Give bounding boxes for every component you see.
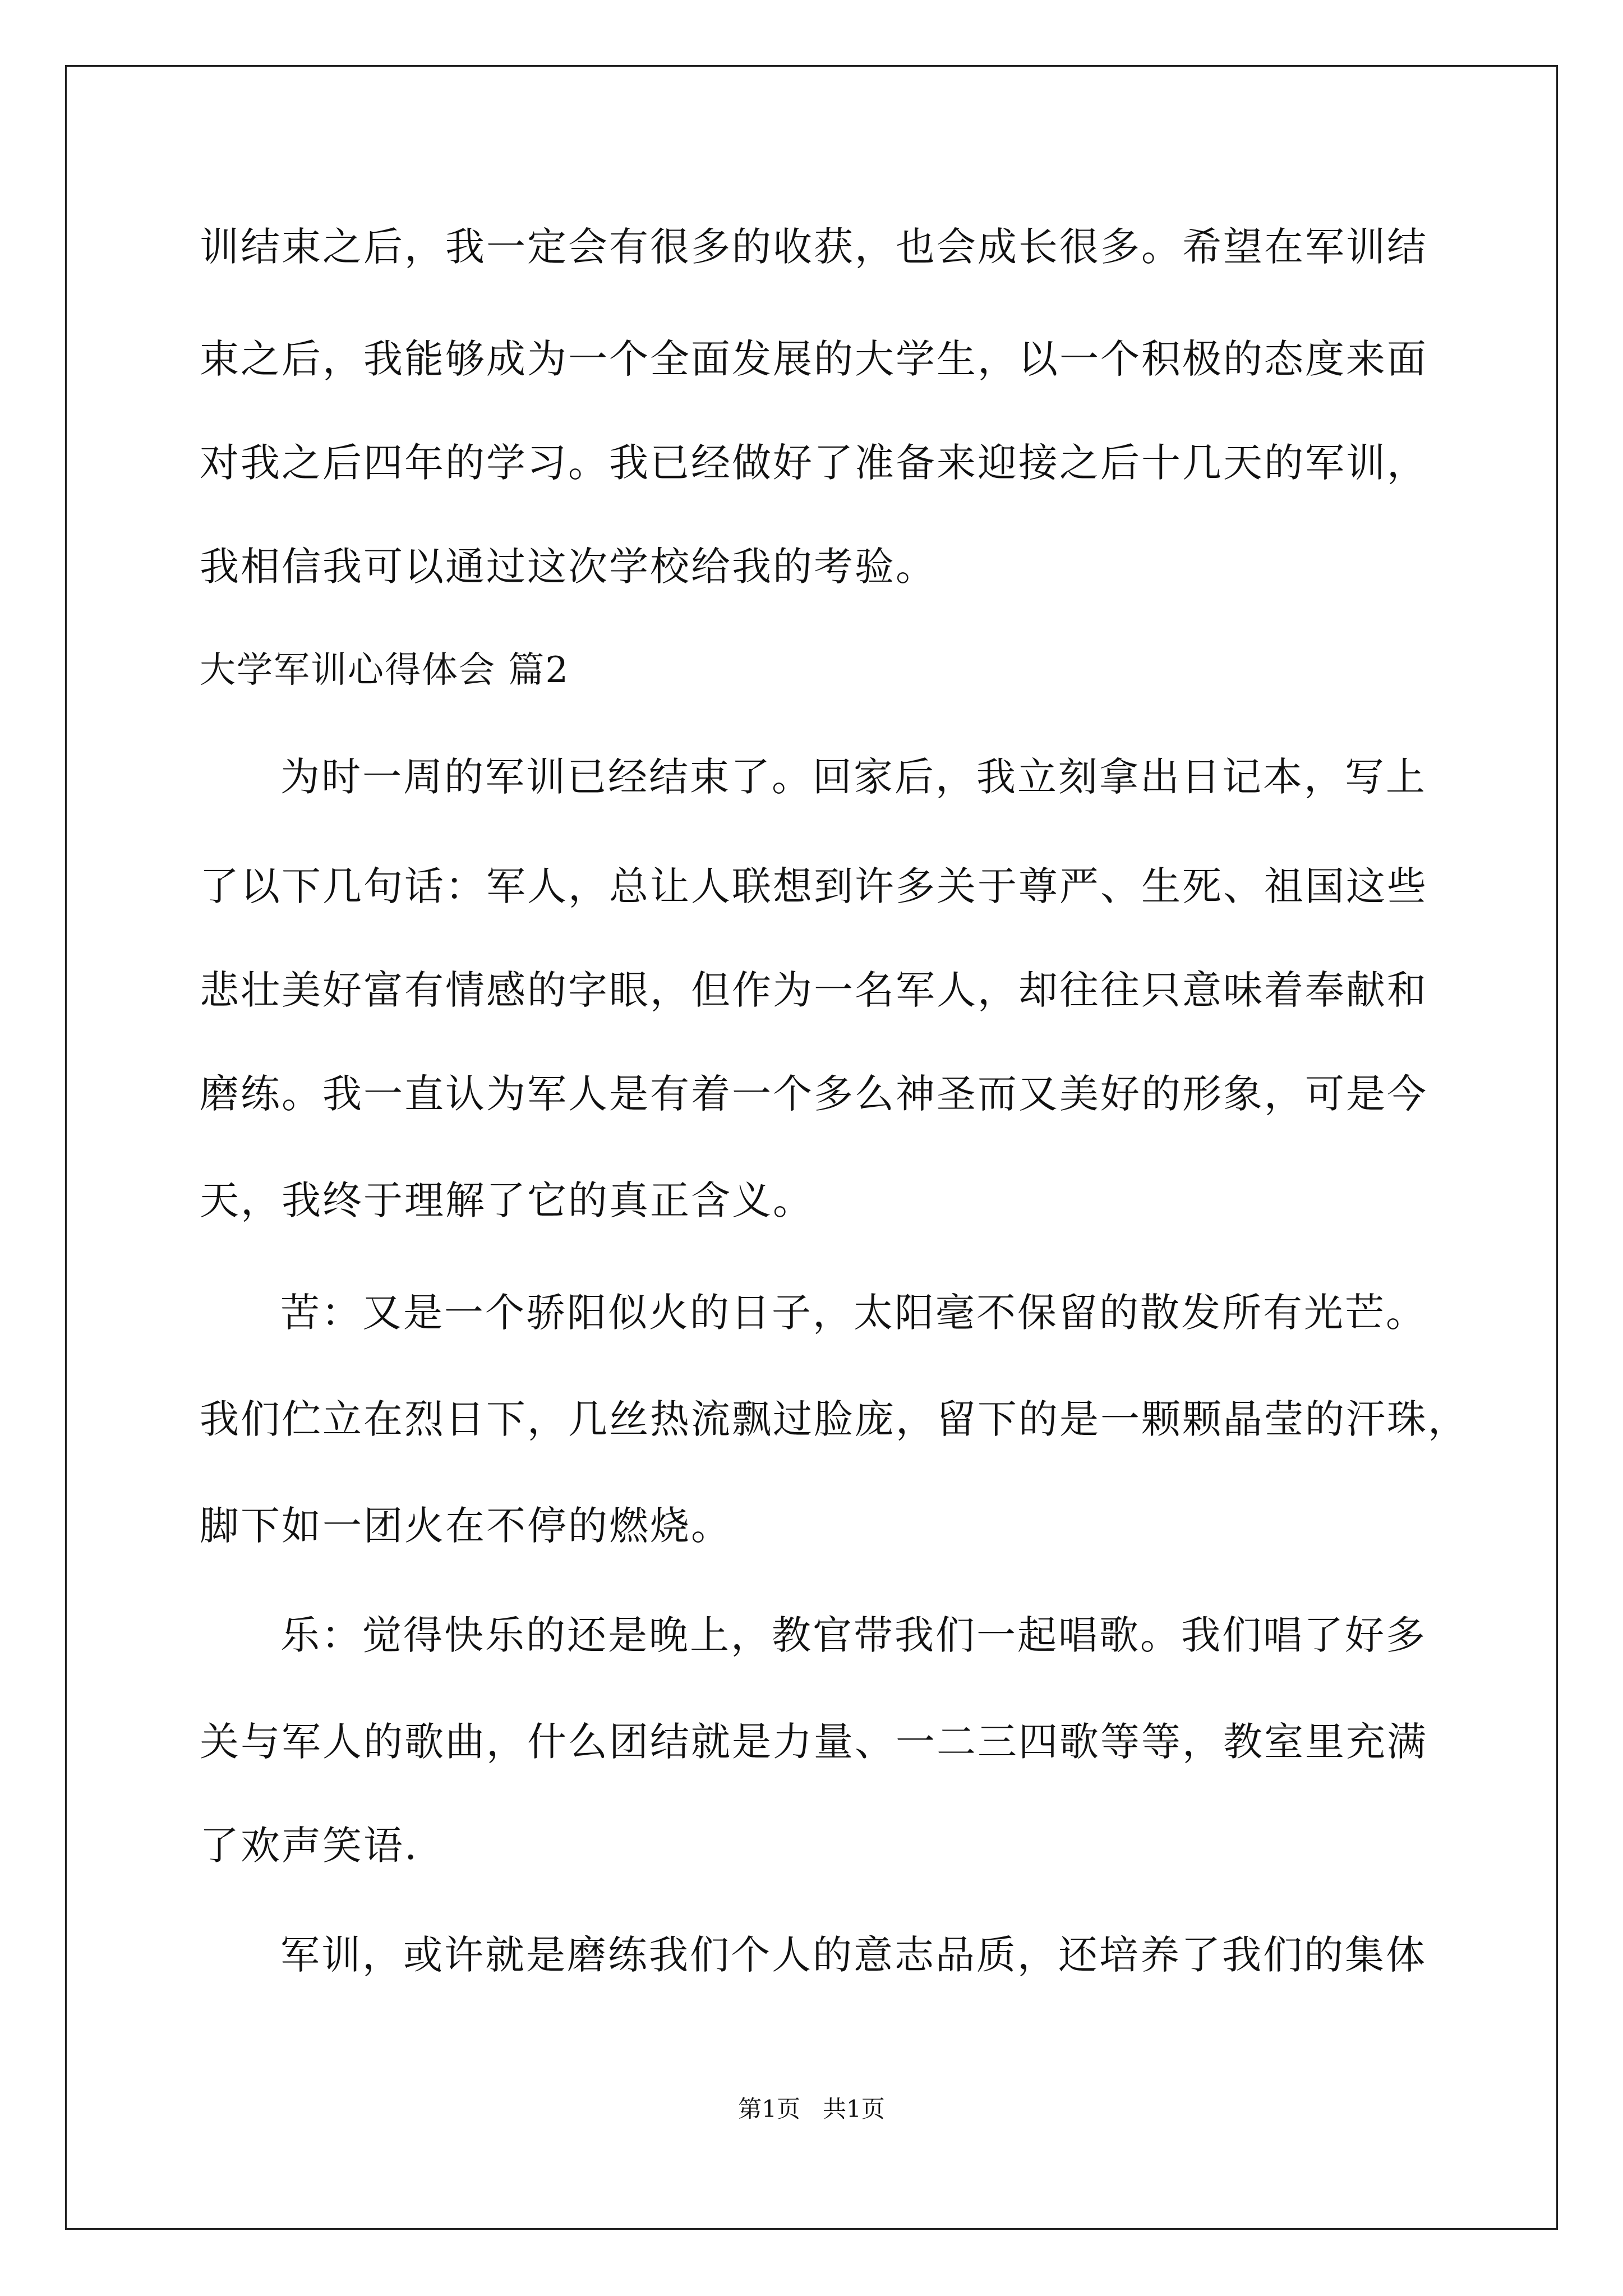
text-line: 脚下如一团火在不停的燃烧。: [200, 1503, 732, 1549]
text-line: 为时一周的军训已经结束了。回家后，我立刻拿出日记本，写上: [280, 754, 1427, 800]
text-line: 我相信我可以通过这次学校给我的考验。: [200, 544, 937, 590]
text-line: 军训，或许就是磨练我们个人的意志品质，还培养了我们的集体: [280, 1932, 1427, 1978]
text-line: 对我之后四年的学习。我已经做好了准备来迎接之后十几天的军训，: [200, 440, 1428, 486]
text-line: 训结束之后，我一定会有很多的收获，也会成长很多。希望在军训结: [200, 224, 1428, 270]
text-line: 苦：又是一个骄阳似火的日子，太阳毫不保留的散发所有光芒。: [280, 1290, 1427, 1336]
section-heading: 大学军训心得体会 篇2: [200, 650, 570, 691]
page-footer: 第1页 共1页: [738, 2095, 885, 2123]
text-line: 我们伫立在烈日下，几丝热流飘过脸庞，留下的是一颗颗晶莹的汗珠，: [200, 1396, 1469, 1442]
text-line: 悲壮美好富有情感的字眼，但作为一名军人，却往往只意味着奉献和: [200, 967, 1428, 1013]
page-border: [65, 65, 1558, 2230]
text-line: 天，我终于理解了它的真正含义。: [200, 1177, 814, 1223]
text-line: 束之后，我能够成为一个全面发展的大学生，以一个积极的态度来面: [200, 336, 1428, 382]
text-line: 了欢声笑语.: [200, 1823, 419, 1869]
text-line: 关与军人的歌曲，什么团结就是力量、一二三四歌等等，教室里充满: [200, 1719, 1428, 1765]
text-line: 了以下几句话：军人，总让人联想到许多关于尊严、生死、祖国这些: [200, 863, 1428, 909]
text-line: 乐：觉得快乐的还是晚上，教官带我们一起唱歌。我们唱了好多: [280, 1612, 1427, 1658]
text-line: 磨练。我一直认为军人是有着一个多么神圣而又美好的形象，可是今: [200, 1071, 1428, 1117]
